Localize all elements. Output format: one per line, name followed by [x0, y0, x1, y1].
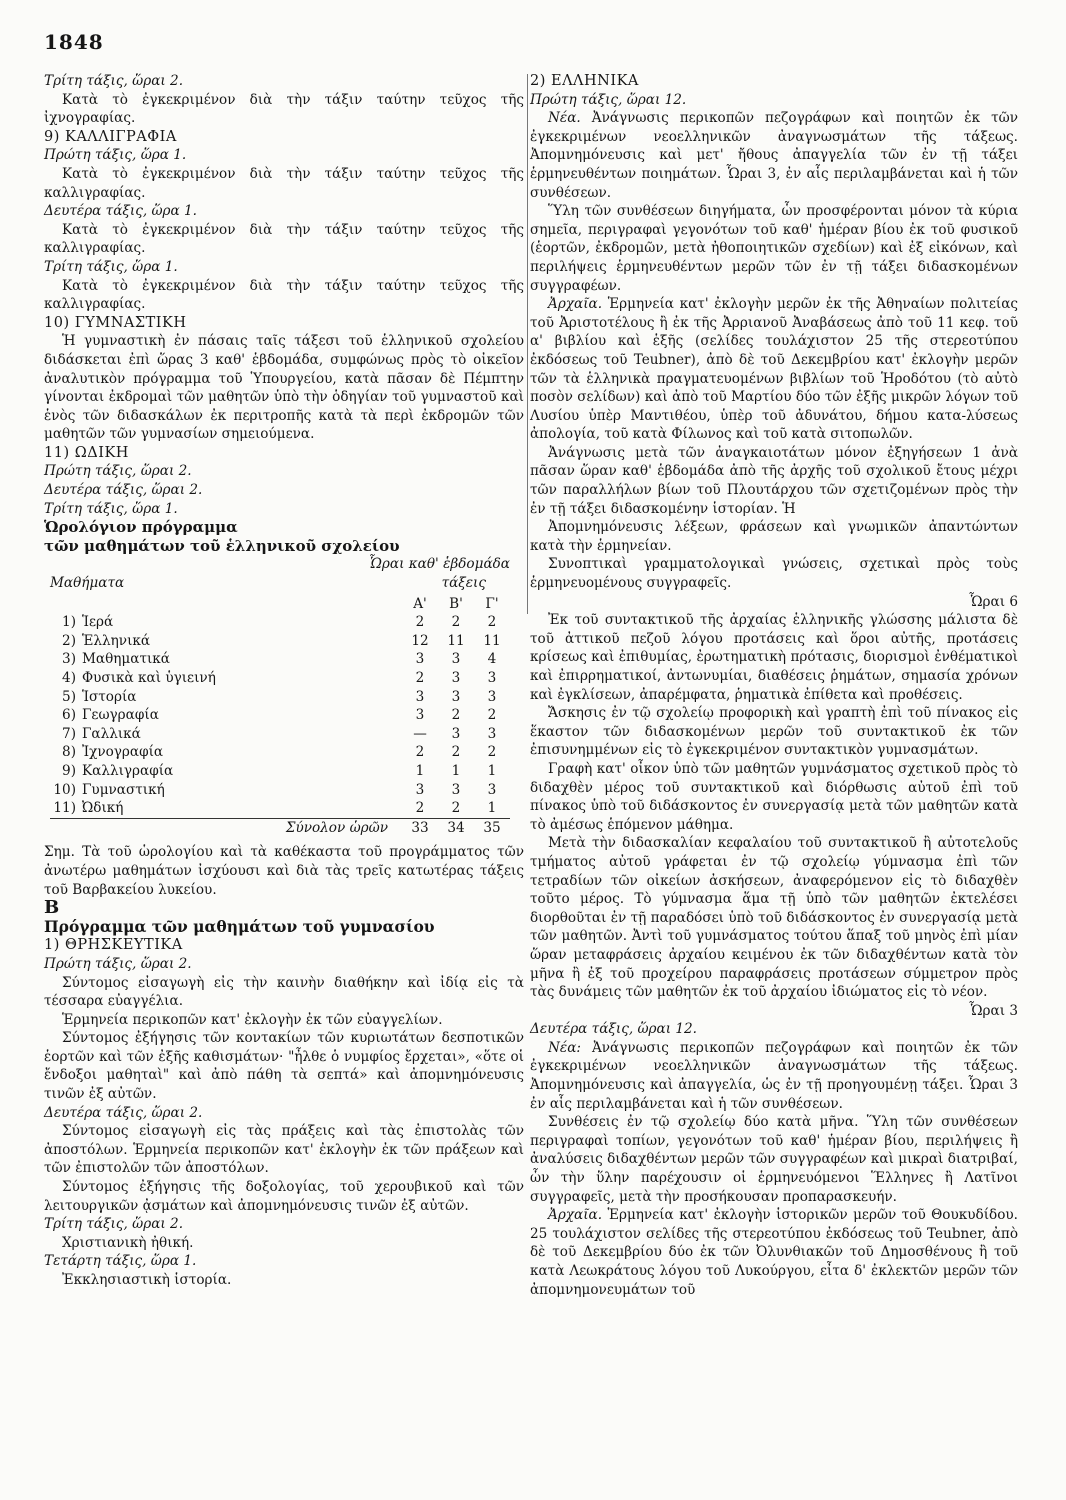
- subheading: Τετάρτη τάξις, ὥρα 1.: [44, 1253, 197, 1270]
- subject-cell: Ἱερά: [82, 614, 114, 631]
- paragraph: Ἐκκλησιαστικὴ ἱστορία.: [62, 1272, 232, 1288]
- paragraph: Ἡ γυμναστικὴ ἐν πάσαις ταῖς τάξεσι τοῦ ἑλληνικοῦ σχολείου διδάσκεται ἐπὶ ὥρας 3 καθ' ἑβδομάδα, συμφώνως πρὸς τὸ οἰκεῖον ἀναλυτικὸν πρόγραμμα τοῦ Ὑπουργείου, κατὰ πᾶσαν δὲ Πέμπτην γίνονται ἐκδρομαὶ τῶν μαθητῶν ὑπὸ τὴν ὁδηγίαν τοῦ γυμναστοῦ καὶ ἑνὸς τῶν διδασκάλων ἐκ περιτροπῆς κατὰ τὰ περὶ ἐκδρομῶν τῶν μαθητῶν τῶν γυμνασίων σημειούμενα.: [44, 333, 524, 443]
- paragraph-text: Ἀνάγνωσις περικοπῶν πεζογράφων καὶ ποιητῶν ἐκ τῶν ἐγκεκριμένων νεοελληνικῶν ἀναγνωσμάτων τῆς τάξεως. Ἀπομνημόνευσις καὶ ἀπαγγελία, ὡς ἐν τῇ προηγουμένῃ τάξει. Ὧραι 3 ἐν αἷς περιλαμβάνεται καὶ ἡ τῶν συνθέσεων.: [530, 1039, 1018, 1112]
- hours-b: 2: [451, 800, 461, 817]
- row-number: 5): [62, 688, 76, 705]
- section-heading: 2) ΕΛΛΗΝΙΚΑ: [530, 73, 639, 89]
- hours-b: 3: [451, 688, 461, 705]
- subject-cell: Ὠδική: [82, 800, 124, 817]
- paragraph: Κατὰ τὸ ἐγκεκριμένον διὰ τὴν τάξιν ταύτην τεῦχος τῆς καλλιγραφίας.: [44, 277, 524, 313]
- section-heading: 9) ΚΑΛΛΙΓΡΑΦΙΑ: [44, 128, 177, 145]
- paragraph: Σύντομος εἰσαγωγὴ εἰς τὰς πράξεις καὶ τὰς ἐπιστολὰς τῶν ἀποστόλων. Ἑρμηνεία περικοπῶν κατ' ἐκλογὴν ἐκ τῶν πράξεων καὶ τῶν ἐπιστολῶν τῶν ἀποστόλων.: [44, 1123, 524, 1177]
- subheading: Δευτέρα τάξις, ὥραι 2.: [44, 482, 203, 499]
- paragraph: Κατὰ τὸ ἐγκεκριμένον διὰ τὴν τάξιν ταύτην τεῦχος τῆς καλλιγραφίας.: [44, 165, 524, 201]
- hours-c: 2: [487, 744, 497, 761]
- paragraph: Σύντομος εἰσαγωγὴ εἰς τὴν καινὴν διαθήκην καὶ ἰδίᾳ εἰς τὰ τέσσαρα εὐαγγέλια.: [44, 974, 524, 1010]
- hours-c: 11: [483, 632, 501, 649]
- hours-b: 3: [451, 781, 461, 798]
- table-row: [50, 725, 510, 744]
- table-title: τῶν μαθημάτων τοῦ ἑλληνικοῦ σχολείου: [44, 536, 400, 555]
- row-number: 4): [62, 670, 76, 686]
- hours-c: 1: [487, 762, 497, 779]
- table-row: [50, 781, 510, 800]
- paragraph: Ὕλη τῶν συνθέσεων διηγήματα, ὧν προσφέρονται μόνον τὰ κύρια σημεῖα, περιγραφαὶ γεγονότων τοῦ καθ' ἡμέραν βίου ἐκ τοῦ φυσικοῦ (ἑορτῶν, ἐκδρομῶν, μετὰ ἠθοποιητικῶν σχεδίων) καὶ ἐξ εἰκόνων, καὶ περιλήψεις ἑρμηνευθέντων μερῶν τῶν ἐν τῇ τάξει διδασκομένων συγγραφέων.: [530, 203, 1018, 294]
- hours-c: 1: [487, 800, 497, 817]
- subheading: Πρώτη τάξις, ὥραι 2.: [44, 955, 192, 972]
- paragraph: Ἑρμηνεία περικοπῶν κατ' ἐκλογὴν ἐκ τῶν εὐαγγελίων.: [62, 1011, 443, 1028]
- class-column-header: Β': [449, 595, 463, 612]
- paragraph: Μετὰ τὴν διδασκαλίαν κεφαλαίου τοῦ συντακτικοῦ ἢ αὐτοτελοῦς τμήματος αὐτοῦ γράφεται ἐν τῷ σχολείῳ γύμνασμα ἐπὶ τῶν τετραδίων τῶν οἰκείων ἀσκήσεων, ἀναφερόμενον εἰς τὸ διδαχθὲν τοῦτο μέρος. Τὸ γύμνασμα ἅμα τῇ ὑπὸ τῶν μαθητῶν ἐκτελέσει διορθοῦται ἐν τῇ παραδόσει ὑπὸ τοῦ διδάσκοντος ἐν συνεργασίᾳ μετὰ τῶν μαθητῶν. Ἀντὶ τοῦ γυμνάσματος τούτου ἅπαξ τοῦ μηνὸς ἐπὶ μίαν ὥραν μεταφράσεις ἀρχαίου κειμένου ἐκ τῶν διδαχθέντων κατὰ τὸν μῆνα ἢ ἐξ τοῦ προχείρου παραφράσεις προτάσεων σύμμετρον πρὸς τὰς δυνάμεις τῶν μαθητῶν ἐκ τοῦ ἀρχαίου ἰδιώματος εἰς τὸ νέον.: [530, 835, 1018, 1001]
- row-number: 2): [62, 632, 76, 649]
- subheading: Τρίτη τάξις, ὥρα 1.: [44, 500, 178, 517]
- row-number: 3): [62, 651, 76, 668]
- part-letter: Β: [44, 897, 60, 919]
- paragraph: Χριστιανικὴ ἠθική.: [62, 1234, 194, 1251]
- section-heading: 1) ΘΡΗΣΚΕΥΤΙΚΑ: [44, 937, 183, 954]
- paragraph-lead: Ἀρχαῖα.: [548, 296, 603, 313]
- total-b: 34: [438, 818, 474, 837]
- hours-c: 3: [487, 725, 497, 742]
- hours-c: 2: [487, 707, 497, 724]
- table-row: [50, 613, 510, 632]
- table-row: [50, 688, 510, 707]
- hours-c: 4: [487, 651, 497, 668]
- paragraph: Ἐκ τοῦ συντακτικοῦ τῆς ἀρχαίας ἑλληνικῆς γλώσσης μάλιστα δὲ τοῦ ἀττικοῦ πεζοῦ λόγου προτάσεις καὶ ὅροι αὐτῆς, προτάσεις κρίσεως καὶ ἐπιθυμίας, ἐρωτηματικὴ πρότασις, διορισμοὶ ἐνθέματικοὶ καὶ ἐπιρρηματικοί, ἀντωνυμίαι, διαθέσεις ῥημάτων, σημασία χρόνων καὶ ἐγκλίσεων, ἀπαρέμφατα, ῥηματικὰ ἐπίθετα καὶ προθέσεις.: [530, 612, 1018, 703]
- table-hours-header: Ὧραι καθ' ἑβδομάδα: [368, 556, 510, 573]
- part-title: Πρόγραμμα τῶν μαθημάτων τοῦ γυμνασίου: [44, 916, 435, 936]
- paragraph: Συνοπτικαὶ γραμματολογικαὶ γνώσεις, σχετικαὶ πρὸς τοὺς ἑρμηνευομένους συγγραφεῖς.: [530, 556, 1018, 592]
- table-row: [50, 799, 510, 818]
- row-number: 10): [53, 781, 76, 798]
- hours-b: 3: [451, 651, 461, 668]
- subheading: Τρίτη τάξις, ὥραι 2.: [44, 73, 184, 89]
- table-row: [50, 762, 510, 781]
- hours-b: 2: [451, 707, 461, 724]
- subject-cell: Καλλιγραφία: [82, 762, 174, 779]
- paragraph: Ἀνάγνωσις μετὰ τῶν ἀναγκαιοτάτων μόνον ἐξηγήσεων 1 ἀνὰ πᾶσαν ὥραν καθ' ἑβδομάδα ἀπὸ τῆς ἀρχῆς τοῦ σχολικοῦ ἔτους μέχρι τῶν παραλλήλων βίων τοῦ Πλουτάρχου τῶν σχετιζομένων πρὸς τὴν ἐν τῇ τάξει διδασκομένην ἱστορίαν. Ἡ: [530, 444, 1018, 517]
- paragraph: Σύντομος ἐξήγησις τῶν κοντακίων τῶν κυριωτάτων δεσποτικῶν ἑορτῶν καὶ τῶν ἐξῆς καθισμάτων· "ἦλθε ὁ νυμφίος ἔρχεται», «ὅτε οἱ ἔνδοξοι μαθηταὶ" καὶ ἀπὸ πάθη τὰ σεπτά» καὶ ἀπομνημόνευσις τινῶν ἐξ αὐτῶν.: [44, 1030, 524, 1103]
- hours-a: 2: [415, 800, 425, 817]
- paragraph: [530, 1039, 1018, 1113]
- subject-cell: Φυσικὰ καὶ ὑγιεινή: [82, 670, 216, 686]
- table-classes-header: τάξεις: [441, 575, 486, 592]
- hours-a: 3: [415, 781, 425, 798]
- total-label: Σύνολον ὡρῶν: [82, 818, 402, 837]
- hours-note: Ὧραι 3: [969, 1002, 1018, 1019]
- section-heading: 10) ΓΥΜΝΑΣΤΙΚΗ: [44, 314, 187, 331]
- subject-cell: Ἱστορία: [82, 688, 137, 705]
- table-header: [50, 574, 510, 593]
- hours-a: 2: [415, 744, 425, 761]
- table-row: [50, 706, 510, 725]
- subject-cell: Ἰχνογραφία: [82, 744, 164, 761]
- row-number: 1): [62, 614, 76, 631]
- hours-a: 3: [415, 651, 425, 668]
- paragraph: [530, 109, 1018, 202]
- paragraph: [530, 295, 1018, 444]
- row-number: 8): [62, 744, 76, 761]
- hours-b: 2: [451, 614, 461, 631]
- paragraph: Συνθέσεις ἐν τῷ σχολείῳ δύο κατὰ μῆνα. Ὕλη τῶν συνθέσεων περιγραφαὶ τοπίων, γεγονότων τοῦ καθ' ἡμέραν βίου, περιλήψεις ἢ ἀναλύσεις διδαχθέντων μερῶν τῶν συγγραφέων καὶ μικραὶ διατριβαί, ὧν τὴν ὕλην παρέχουσιν οἱ ἑρμηνευόμενοι Ἕλληνες ἢ Λατῖνοι συγγραφεῖς, μετὰ τὴν προσήκουσαν προπαρασκευήν.: [530, 1114, 1018, 1205]
- paragraph: Ἀπομνημόνευσις λέξεων, φράσεων καὶ γνωμικῶν ἀπαντώντων κατὰ τὴν ἑρμηνείαν.: [530, 519, 1018, 554]
- page-number: 1848: [44, 30, 104, 54]
- subheading: Δευτέρα τάξις, ὥρα 1.: [44, 203, 198, 220]
- hours-a: 12: [411, 632, 429, 649]
- row-number: 7): [62, 725, 76, 742]
- row-number: 6): [62, 707, 76, 724]
- subject-cell: Μαθηματικά: [82, 651, 170, 668]
- hours-b: 11: [447, 632, 465, 649]
- hours-c: 3: [487, 688, 497, 705]
- paragraph: Κατὰ τὸ ἐγκεκριμένον διὰ τὴν τάξιν ταύτην τεῦχος τῆς καλλιγραφίας.: [44, 221, 524, 257]
- subheading: Τρίτη τάξις, ὥραι 2.: [44, 1216, 184, 1233]
- paragraph-text: Ἀνάγνωσις περικοπῶν πεζογράφων καὶ ποιητῶν ἐκ τῶν ἐγκεκριμένων νεοελληνικῶν ἀναγνωσμάτων τῆς τάξεως. Ἀπομνημόνευσις καὶ μετ' ἤθους ἀπαγγελία τῶν ἐν τῇ τάξει ἑρμηνευθέντων ποιημάτων. Ὧραι 3, ἐν αἷς περιλαμβάνεται καὶ ἡ τῶν συνθέσεων.: [530, 110, 1018, 201]
- table-row: [50, 650, 510, 669]
- hours-a: 1: [415, 762, 425, 779]
- hours-c: 3: [487, 670, 497, 686]
- row-number: 9): [62, 762, 76, 779]
- subject-cell: Γεωγραφία: [82, 707, 159, 724]
- hours-b: 3: [451, 670, 461, 686]
- class-column-header: Α': [413, 595, 427, 612]
- class-column-header: Γ': [485, 595, 499, 612]
- hours-b: 3: [451, 725, 461, 742]
- subject-cell: Γαλλικά: [82, 725, 141, 742]
- paragraph: Κατὰ τὸ ἐγκεκριμένον διὰ τὴν τάξιν ταύτην τεῦχος τῆς ἰχνογραφίας.: [44, 91, 524, 127]
- column-divider: [527, 74, 528, 614]
- paragraph-lead: Ἀρχαῖα.: [548, 1207, 603, 1224]
- hours-c: 2: [487, 614, 497, 631]
- table-class-columns: [50, 595, 510, 614]
- subheading: Δευτέρα τάξις, ὥραι 12.: [530, 1021, 697, 1038]
- right-column: [530, 72, 1018, 1299]
- table-title: Ὡρολόγιον πρόγραμμα: [44, 518, 238, 537]
- table-row: [50, 669, 510, 688]
- total-c: 35: [474, 818, 510, 837]
- paragraph-lead: Νέα:: [548, 1039, 581, 1056]
- subheading: Πρώτη τάξις, ὥραι 12.: [530, 91, 687, 108]
- hours-a: 2: [415, 614, 425, 631]
- subheading: Πρώτη τάξις, ὥραι 2.: [44, 463, 192, 480]
- table-total-row: [50, 818, 510, 837]
- paragraph: Σύντομος ἐξήγησις τῆς δοξολογίας, τοῦ χερουβικοῦ καὶ τῶν λειτουργικῶν ᾀσμάτων καὶ ἀπομνημόνευσις τινῶν ἐξ αὐτῶν.: [44, 1179, 524, 1214]
- hours-c: 3: [487, 781, 497, 798]
- subheading: Πρώτη τάξις, ὥρα 1.: [44, 147, 187, 164]
- total-a: 33: [402, 818, 438, 837]
- table-subjects-header: Μαθήματα: [50, 575, 125, 592]
- table-note: Σημ. Τὰ τοῦ ὡρολογίου καὶ τὰ καθέκαστα τοῦ προγράμματος τῶν ἀνωτέρω μαθημάτων ἰσχύουσι καὶ διὰ τὰς τρεῖς κατωτέρας τάξεις τοῦ Βαρβακείου λυκείου.: [44, 844, 524, 898]
- subject-cell: Ἑλληνικά: [82, 632, 151, 649]
- hours-b: 1: [451, 762, 461, 779]
- paragraph-lead: Νέα.: [548, 110, 581, 127]
- paragraph-text: Ἑρμηνεία κατ' ἐκλογὴν μερῶν ἐκ τῆς Ἀθηναίων πολιτείας τοῦ Ἀριστοτέλους ἢ ἐκ τῆς Ἀρριανοῦ Ἀναβάσεως ἀπὸ τοῦ 11 κεφ. τοῦ α' βιβλίου καὶ ἑξῆς (σελίδες τουλάχιστον 25 τῆς στερεοτύπου ἐκδόσεως τοῦ Teubner), ἀπὸ δὲ τοῦ Δεκεμβρίου κατ' ἐκλογὴν μερῶν τῶν τὰ ἑλληνικὰ πραγματευομένων βιβλίων τοῦ Ἡροδότου (τὸ αὐτὸ ποσὸν σελίδων) καὶ ἀπὸ τοῦ Μαρτίου δύο τῶν ἐξῆς μικρῶν λόγων τοῦ Λυσίου ὑπὲρ Μαντιθέου, ὑπὲρ τοῦ ἀδυνάτου, δήμου κατα-λύσεως ἀπολογία, τοῦ κατὰ Φίλωνος καὶ τοῦ κατὰ σιτοπωλῶν.: [530, 296, 1018, 443]
- table-row: [50, 632, 510, 651]
- row-number: 11): [53, 800, 76, 817]
- hours-a: 3: [415, 707, 425, 724]
- paragraph-text: Ἑρμηνεία κατ' ἐκλογὴν ἱστορικῶν μερῶν τοῦ Θουκυδίδου. 25 τουλάχιστον σελίδες τῆς στερεοτύπου ἐκδόσεως τοῦ Teubner, ἀπὸ δὲ τοῦ Δεκεμβρίου δύο ἐκ τῶν Ὀλυνθιακῶν τοῦ Δημοσθένους ἢ τοῦ κατὰ Λεωκράτους λόγου τοῦ Λυκούργου, εἶτα δ' ἐκλεκτῶν μερῶν τῶν ἀπομνημονευμάτων τοῦ: [530, 1207, 1018, 1298]
- section-heading: 11) ΩΔΙΚΗ: [44, 444, 129, 461]
- subject-cell: Γυμναστική: [82, 781, 165, 798]
- paragraph: Ἄσκησις ἐν τῷ σχολείῳ προφορικὴ καὶ γραπτὴ ἐπὶ τοῦ πίνακος εἰς ἕκαστον τῶν διδασκομένων μερῶν τοῦ συντακτικοῦ ἐκ τῶν ἐπισυνημμένων εἰς τὸ ἐγκεκριμένον συντακτικὸν γυμνασμάτων.: [530, 705, 1018, 759]
- paragraph: Γραφὴ κατ' οἶκον ὑπὸ τῶν μαθητῶν γυμνάσματος σχετικοῦ πρὸς τὸ διδαχθὲν μέρος τοῦ συντακτικοῦ καὶ διόρθωσις αὐτοῦ ἐπὶ τοῦ πίνακος ὑπὸ τοῦ διδάσκοντος ἐν συνεργασίᾳ μετὰ τῶν μαθητῶν κατὰ τὸ ἀμέσως ἑπόμενον μάθημα.: [530, 760, 1018, 833]
- hours-note: Ὧραι 6: [969, 593, 1018, 610]
- hours-a: 2: [415, 670, 425, 686]
- table-row: [50, 743, 510, 762]
- hours-a: —: [413, 725, 427, 742]
- hours-b: 2: [451, 744, 461, 761]
- subheading: Τρίτη τάξις, ὥρα 1.: [44, 258, 178, 275]
- subheading: Δευτέρα τάξις, ὥραι 2.: [44, 1104, 203, 1121]
- paragraph: [530, 1206, 1018, 1299]
- hours-table: [50, 595, 510, 838]
- left-column: [44, 72, 524, 1290]
- hours-a: 3: [415, 688, 425, 705]
